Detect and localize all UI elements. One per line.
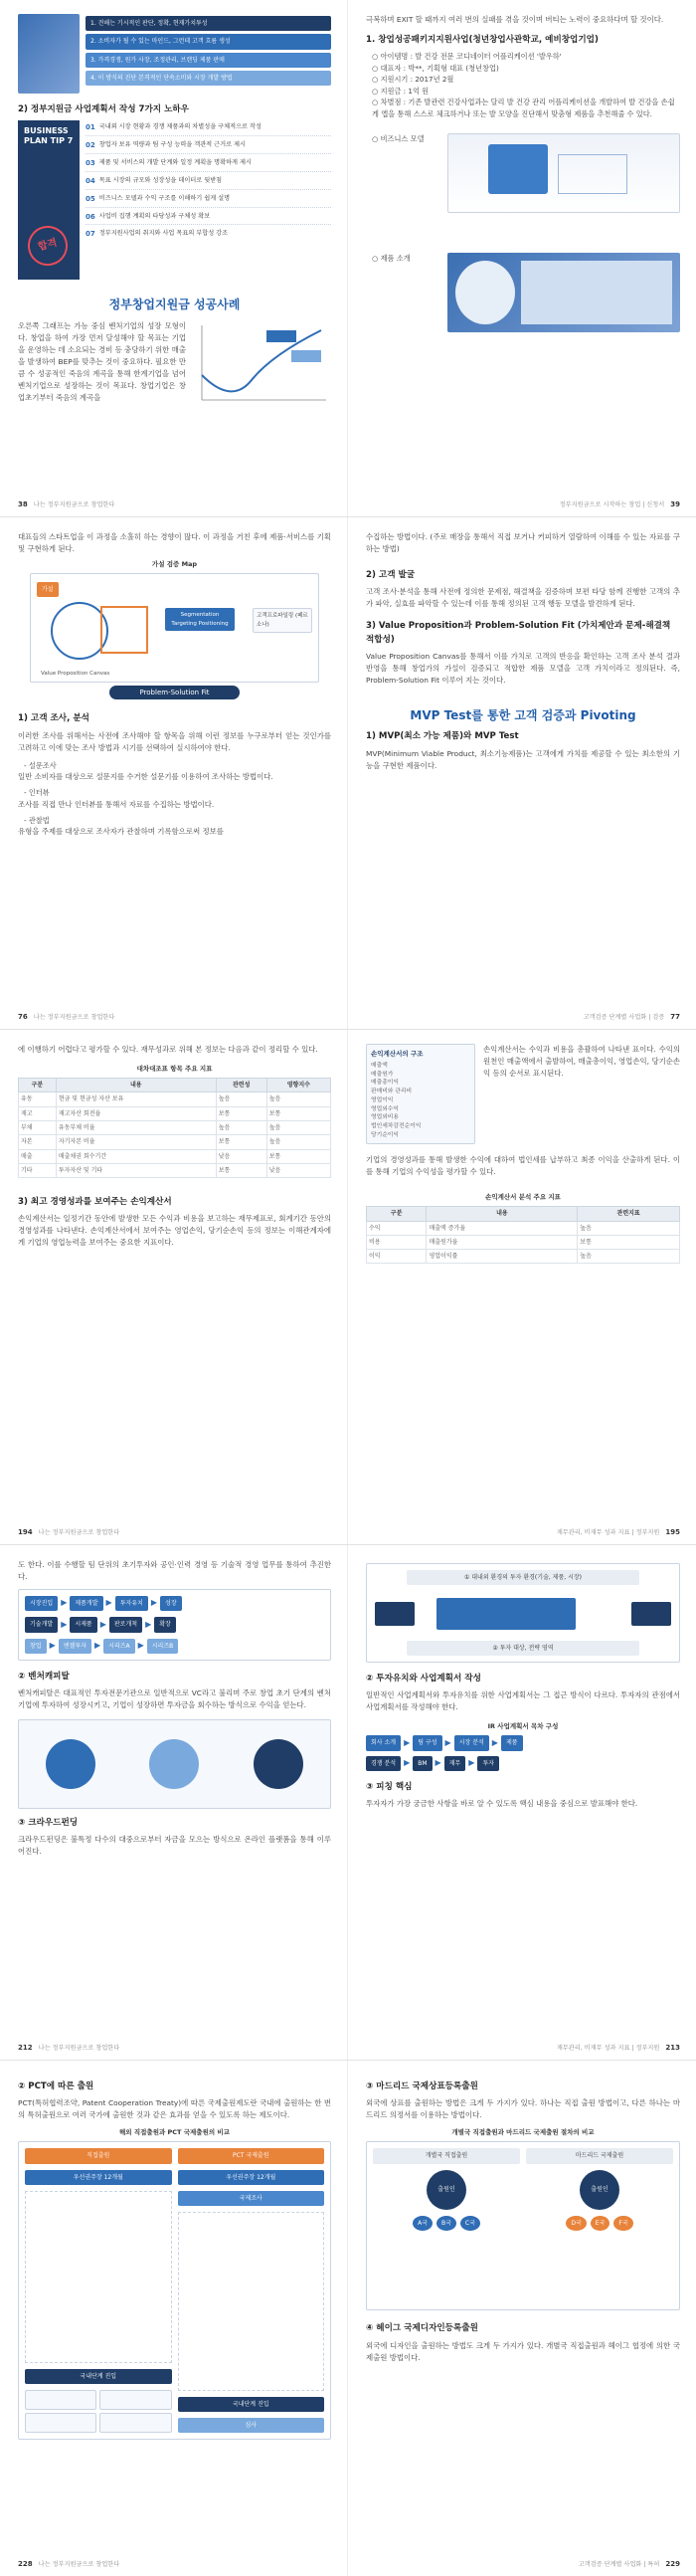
col-header: 개별국 직접출원 bbox=[373, 2148, 520, 2163]
list-item: - 설문조사 bbox=[24, 760, 57, 770]
diagram-title: 개별국 직접출원과 마드리드 국제출원 절차의 비교 bbox=[451, 2128, 595, 2137]
spread-4 bbox=[0, 1545, 696, 2061]
page-footer: 76 나는 정부지원금으로 창업한다 bbox=[18, 1013, 115, 1022]
flow-row: 기술개발 ▶ 시제품 ▶ 판로개척 ▶ 확장 bbox=[25, 1617, 324, 1632]
table-row: 수익 매출액 증가율 높음 bbox=[367, 1221, 680, 1235]
col-header: 직접출원 bbox=[25, 2148, 172, 2163]
page-228 bbox=[0, 2061, 348, 2576]
body-text: Value Proposition Canvas를 통해서 이를 가치로 고객의 반응을 확인하는 고객 조사 분석 결과 반영을 통해 창업가의 가설이 검증되고 적합한 제품 모델을 고객 가치이라고 정의된다. 즉, Problem-Solution Fit 이루어 지는 것이다. bbox=[366, 651, 680, 685]
spread-5 bbox=[0, 2061, 696, 2576]
investment-diagram bbox=[366, 1563, 680, 1663]
table-row: 기타 투자자산 및 기타 보통 낮음 bbox=[19, 1163, 331, 1177]
step-1: 1. 견해는 기시적인 판단, 정확, 현재가치투성 bbox=[86, 16, 331, 31]
step-3: 3. 가격경쟁, 원가 사장, 조정관리, 브랜딩 제품 판매 bbox=[86, 53, 331, 68]
bm-image bbox=[447, 133, 680, 213]
investment-flow bbox=[18, 1589, 331, 1661]
product-label: ○ 제품 소개 bbox=[372, 254, 411, 264]
table-row: 매출 매출채권 회수기간 낮음 보통 bbox=[19, 1149, 331, 1163]
page-footer: 212 나는 정부지원금으로 창업한다 bbox=[18, 2044, 120, 2053]
table-header: 구분 bbox=[367, 1207, 427, 1221]
table-header: 관련지표 bbox=[578, 1207, 680, 1221]
col-header: PCT 국제출원 bbox=[178, 2148, 325, 2163]
table-header: 내용 bbox=[427, 1207, 578, 1221]
tip-item: 06 사업비 집행 계획의 타당성과 구체성 확보 bbox=[86, 210, 331, 226]
section-title: 1) MVP(최소 가능 제품)와 MVP Test bbox=[366, 731, 519, 742]
body-text: 기업의 경영성과를 통해 발생한 수익에 대하여 법인세를 납부하고 최종 이익을 산출하게 된다. 이를 통해 기업의 수익성을 평가할 수 있다. bbox=[366, 1155, 680, 1177]
list-item: 조사를 직접 만나 인터뷰를 통해서 자료를 수집하는 방법이다. bbox=[18, 799, 215, 809]
table-header: 내용 bbox=[56, 1079, 216, 1092]
page-footer: 38 나는 정부지원금으로 창업한다 bbox=[18, 500, 115, 509]
section-title: ② 투자유치와 사업계획서 작성 bbox=[366, 1674, 481, 1684]
tip-item: 02 창업자 보유 역량과 팀 구성 능력을 객관적 근거로 제시 bbox=[86, 138, 331, 154]
intro-text: 에 이행하기 어렵다고 평가할 수 있다. 재무성과로 위해 본 정보는 다음과 같이 정리할 수 있다. bbox=[18, 1045, 318, 1054]
list-item: - 관찰법 bbox=[24, 815, 50, 825]
table-header: 구분 bbox=[19, 1079, 57, 1092]
body-text: 벤처캐피탈은 대표적인 투자전문기관으로 일반적으로 VC라고 불리며 주로 창업 초기 단계의 벤처기업에 투자하여 성장시키고, 기업이 성장하면 투자금을 회수하는 방식으로 수익을 얻는다. bbox=[18, 1688, 331, 1710]
hypothesis-map bbox=[30, 573, 319, 683]
growth-curve-diagram bbox=[192, 320, 331, 410]
intro-text: 도 한다. 이를 수행할 팀 단위의 초기투자와 공인·인력 경영 등 기술적 경영 업무를 통하여 추진한다. bbox=[18, 1560, 331, 1581]
applicant-node: 출원인 bbox=[580, 2170, 619, 2210]
section-title: ② PCT에 따른 출원 bbox=[18, 2081, 94, 2091]
page-footer: 정부지원금으로 시작하는 창업 | 신청서 39 bbox=[559, 500, 680, 509]
table-header: 영향지수 bbox=[266, 1079, 330, 1092]
case-item: ○ 차별점 : 기존 발관련 건강사업과는 달리 발 건강 관리 어플리케이션을 개발하여 발 건강을 손쉽게 앱을 통해 스스로 체크하거나 또는 발 모양을 진단해서 맞춤형 제품을 추천해줄 수 있다. bbox=[372, 98, 675, 118]
section-title: 2) 고객 발굴 bbox=[366, 569, 416, 580]
spread-2 bbox=[0, 517, 696, 1030]
vpc-square bbox=[100, 606, 148, 654]
flow-title: IR 사업계획서 목차 구성 bbox=[487, 1722, 559, 1731]
tip-item: 04 목표 시장의 규모와 성장성을 데이터로 뒷받침 bbox=[86, 174, 331, 190]
stage-box: 국제조사 bbox=[178, 2191, 325, 2206]
page-229 bbox=[348, 2061, 696, 2576]
tip-item: 07 정부지원사업의 취지와 사업 목표의 부합성 강조 bbox=[86, 230, 229, 239]
body-text: 고객 조사·분석을 통해 사전에 정의한 문제점, 해결책을 검증하며 보편 타당 함께 진행한 고객의 추가 파악, 실효를 파악할 수 있는데 이를 통해 정의된 고객 행동 모델을 발견하게 된다. bbox=[366, 587, 680, 609]
page-footer: 재무관리, 비재무 성과 지표 | 정부지원 195 bbox=[556, 1528, 680, 1537]
page-76 bbox=[0, 517, 348, 1029]
page-footer: 194 나는 정부지원금으로 창업한다 bbox=[18, 1528, 120, 1537]
case-item: ○ 아이템명 : 발 건강 전문 코디네이터 어플리케이션 '발우하' bbox=[372, 52, 562, 62]
body-text: 크라우드펀딩은 불특정 다수의 대중으로부터 자금을 모으는 방식으로 온라인 플랫폼을 통해 이루어진다. bbox=[18, 1835, 331, 1857]
list-item: 일반 소비자를 대상으로 설문지를 수거한 설문기를 이용하여 조사하는 방법이다. bbox=[18, 772, 273, 782]
income-structure-box bbox=[366, 1044, 475, 1144]
body-text: 외국에 상표를 출원하는 방법은 크게 두 가지가 있다. 하나는 직접 출원 방법이고, 다른 하나는 마드리드 의정서를 이용하는 방법이다. bbox=[366, 2098, 680, 2120]
page-212 bbox=[0, 1545, 348, 2060]
office-photo bbox=[18, 14, 80, 94]
section-title: 2) 정부지원금 사업계획서 작성 7가지 노하우 bbox=[18, 104, 189, 114]
page-213 bbox=[348, 1545, 696, 2060]
tip-list bbox=[86, 120, 331, 280]
diagram-bottom: ② 투자 대상, 전략 영역 bbox=[407, 1641, 639, 1656]
col-header: 마드리드 국제출원 bbox=[526, 2148, 673, 2163]
section-title: ③ 피칭 핵심 bbox=[366, 1781, 413, 1792]
vc-diagram bbox=[18, 1719, 331, 1809]
page-footer: 재무관리, 비재무 성과 지표 | 정부지원 213 bbox=[556, 2044, 680, 2053]
madrid-comparison-diagram: 개별국 직접출원 출원인 A국 B국 C국 마드리드 국제출원 출원인 D국 E국 F국 bbox=[366, 2141, 680, 2310]
spread-3 bbox=[0, 1030, 696, 1545]
body-text: PCT(특허협력조약, Patent Cooperation Treaty)에 따른 국제출원제도란 국내에 출원하는 한 번의 특허출원으로 여러 국가에 출원한 것과 같은 효과를 얻을 수 있도록 하는 제도이다. bbox=[18, 2098, 331, 2120]
intro-text: 극복하며 EXIT 할 때까지 여러 번의 실패를 겪을 것이며 버티는 노력이 중요하다며 할 것이다. bbox=[366, 15, 664, 24]
stage-box: 국내단계 진입 bbox=[25, 2369, 172, 2384]
page-77 bbox=[348, 517, 696, 1029]
stage-box: 우선권주장 12개월 bbox=[25, 2170, 172, 2185]
product-image bbox=[447, 253, 680, 332]
stamp-icon bbox=[24, 222, 73, 271]
tip-panel bbox=[18, 120, 80, 280]
table-row: 부채 유동부채 비율 높음 높음 bbox=[19, 1120, 331, 1134]
section-title: ③ 마드리드 국제상표등록출원 bbox=[366, 2081, 478, 2091]
pct-comparison-diagram bbox=[18, 2141, 331, 2440]
table-caption: 대차대조표 항목 주요 지표 bbox=[136, 1064, 213, 1073]
chapter-title: MVP Test를 통한 고객 검증과 Pivoting bbox=[410, 707, 636, 722]
vpc-label: Value Proposition Canvas bbox=[41, 670, 110, 677]
bm-label: ○ 비즈니스 모델 bbox=[372, 134, 425, 144]
tip-item: 01 국내외 시장 현황과 경쟁 제품과의 차별성을 구체적으로 작성 bbox=[86, 120, 331, 136]
applicant-node: 출원인 bbox=[427, 2170, 466, 2210]
body-text: 오른쪽 그래프는 가능 중심 벤처기업의 성장 모형이다. 창업을 하여 가장 먼저 달성해야 할 목표는 기업을 운영하는 데 소요되는 경비 등 충당하기 위한 매출을 발생하여 BEP를 맞추는 것이 중요하다. 필요한 만큼 수 성공적인 죽음의 계곡을 통해 한계기업을 넘어 벤처기업으로 성장하는 것이 목표다. 창업기업은 창업초기부터 죽음의 계곡을 bbox=[18, 320, 186, 402]
intro-text: 대표들의 스타트업을 이 과정을 소홀히 하는 경향이 많다. 이 과정을 거친 후에 제품·서비스를 기획 및 구현하게 된다. bbox=[18, 532, 331, 553]
intro-text: 수집하는 방법이다. (주로 매장을 통해서 직접 보거나 커피하거 열람하여 이해를 수 있는 자료를 구하는 방법) bbox=[366, 532, 680, 553]
page-footer: 228 나는 정부지원금으로 창업한다 bbox=[18, 2560, 120, 2569]
step-4: 4. 이 방식의 진단 본격적인 단속소비와 시장 개발 방법 bbox=[86, 71, 331, 86]
section-title: 1) 고객 조사, 분석 bbox=[18, 713, 89, 724]
stage-box: 국내단계 진입 bbox=[178, 2397, 325, 2412]
table-row: 유동 현금 및 현금성 자산 보유 높음 높음 bbox=[19, 1092, 331, 1106]
body-text: 외국에 디자인을 출원하는 방법도 크게 두 가지가 있다. 개별국 직접출원과 헤이그 협정에 의한 국제출원 방법이다. bbox=[366, 2340, 680, 2362]
tip-item: 03 제품 및 서비스의 개발 단계와 일정 계획을 명확하게 제시 bbox=[86, 156, 331, 172]
page-footer: 고객검증 단계별 사업화 | 검증 77 bbox=[583, 1013, 680, 1022]
hypothesis-label: 가설 bbox=[37, 582, 59, 597]
case-item: ○ 대표자 : 박**, 기획형 대표 (청년창업) bbox=[372, 63, 499, 73]
case-item: ○ 지원금 : 1억 원 bbox=[372, 86, 430, 96]
body-text: 손익계산서는 수익과 비용을 총괄하여 나타낸 표이다. 수익의 원천인 매출액에서 출발하여, 매출총이익, 영업손익, 당기순손익 등의 순서로 표시된다. bbox=[483, 1045, 680, 1078]
stamp-text: 합격 bbox=[37, 238, 59, 254]
section-title: ④ 헤이그 국제디자인등록출원 bbox=[366, 2323, 478, 2334]
diagram-title: 해외 직접출원과 PCT 국제출원의 비교 bbox=[119, 2128, 230, 2137]
stage-box: 우선권주장 12개월 bbox=[178, 2170, 325, 2185]
stp-box: Segmentation Targeting Positioning bbox=[165, 608, 235, 631]
table-row: 비용 매출원가율 보통 bbox=[367, 1235, 680, 1249]
tip-title: BUSINESS PLAN TIP 7 bbox=[24, 126, 74, 145]
flow-row: 회사 소개 ▶ 팀 구성 ▶ 시장 분석 ▶ 제품 bbox=[366, 1735, 680, 1750]
table-row: 이익 영업이익률 높음 bbox=[367, 1250, 680, 1264]
section-title: ② 벤처캐피탈 bbox=[18, 1671, 70, 1682]
body-text: MVP(Minimum Viable Product, 최소기능제품)는 고객에게 가치를 제공할 수 있는 최소한의 기능을 구현한 제품이다. bbox=[366, 748, 680, 770]
body-text: 손익계산서는 일정기간 동안에 발생한 모든 수익과 비용을 보고하는 재무제표로, 회계기간 동안의 경영성과를 나타낸다. 손익계산서에서 보여주는 영업손익, 당기순손익 등의 정보는 이해관계자에게 기업의 영업능력을 보여주는 중요한 지표이다. bbox=[18, 1214, 331, 1248]
balance-sheet-table bbox=[18, 1078, 331, 1178]
table-header: 관련성 bbox=[216, 1079, 266, 1092]
tip-item: 05 비즈니스 모델과 수익 구조를 이해하기 쉽게 설명 bbox=[86, 192, 331, 208]
list-item: 유형을 주제를 대상으로 조사자가 관찰하며 기록함으로써 정보를 bbox=[18, 827, 224, 837]
list-item: - 인터뷰 bbox=[24, 788, 50, 798]
page-38 bbox=[0, 0, 348, 516]
diagram-title: 가설 검증 Map bbox=[151, 559, 198, 568]
stage-box: 심사 bbox=[178, 2418, 325, 2433]
page-39 bbox=[348, 0, 696, 516]
flow-row: 시장진입 ▶ 제품개발 ▶ 투자유치 ▶ 성장 bbox=[25, 1596, 324, 1611]
flow-row: 창업 ▶ 엔젤투자 ▶ 시리즈A ▶ 시리즈B bbox=[25, 1639, 324, 1654]
problem-solution-fit-pill: Problem-Solution Fit bbox=[109, 686, 239, 699]
body-text: 투자자가 가장 궁금한 사항을 바로 알 수 있도록 핵심 내용을 중심으로 발표해야 한다. bbox=[366, 1799, 638, 1809]
section-title: 3) 최고 경영성과를 보여주는 손익계산서 bbox=[18, 1197, 172, 1208]
chapter-title: 정부창업지원금 성공사례 bbox=[108, 297, 241, 312]
body-text: 이러한 조사를 위해서는 사전에 조사해야 할 항목을 위해 이런 정보를 누구로부터 얻는 것인가를 고려하고 이에 맞는 조사 방법과 시기를 선택하여 실시하여야 한다. bbox=[18, 730, 331, 752]
case-title: 1. 창업성공패키지지원사업(청년창업사관학교, 예비창업기업) bbox=[366, 34, 599, 45]
spread-1 bbox=[0, 0, 696, 517]
income-table bbox=[366, 1206, 680, 1264]
box-title: 손익계산서의 구조 bbox=[371, 1050, 424, 1058]
box-list: 매출액 매출원가 매출총이익 판매비와 관리비 영업이익 영업외수익 영업외비용 법인세차감전순이익 당기순이익 bbox=[371, 1063, 422, 1138]
section-title: 3) Value Proposition과 Problem-Solution Fit (가치제안과 문제-해결책 적합성) bbox=[366, 621, 671, 645]
case-item: ○ 지원시기 : 2017년 2월 bbox=[372, 75, 454, 85]
persona-box: 고객프로파일링 (페르소나) bbox=[253, 608, 312, 633]
page-195 bbox=[348, 1030, 696, 1544]
table-row: 재고 재고자산 회전율 보통 보통 bbox=[19, 1106, 331, 1120]
page-footer: 고객검증 단계별 사업화 | 특허 229 bbox=[578, 2560, 680, 2569]
table-row: 자본 자기자본 비율 보통 높음 bbox=[19, 1135, 331, 1149]
diagram-top: ① 대내외 환경의 투자 환경(기술, 제품, 시장) bbox=[407, 1570, 639, 1585]
table-caption: 손익계산서 분석 주요 지표 bbox=[485, 1193, 561, 1202]
flow-row: 경쟁 분석 ▶ BM ▶ 재무 ▶ 투자 bbox=[366, 1756, 680, 1771]
body-text: 일반적인 사업계획서와 투자유치를 위한 사업계획서는 그 접근 방식이 다르다. 투자자의 관점에서 사업계획서를 작성해야 한다. bbox=[366, 1690, 680, 1712]
step-2: 2. 소비자가 될 수 있는 마인드, 그런데 고객 흐름 생성 bbox=[86, 34, 331, 49]
page-194 bbox=[0, 1030, 348, 1544]
section-title: ③ 크라우드펀딩 bbox=[18, 1818, 79, 1829]
